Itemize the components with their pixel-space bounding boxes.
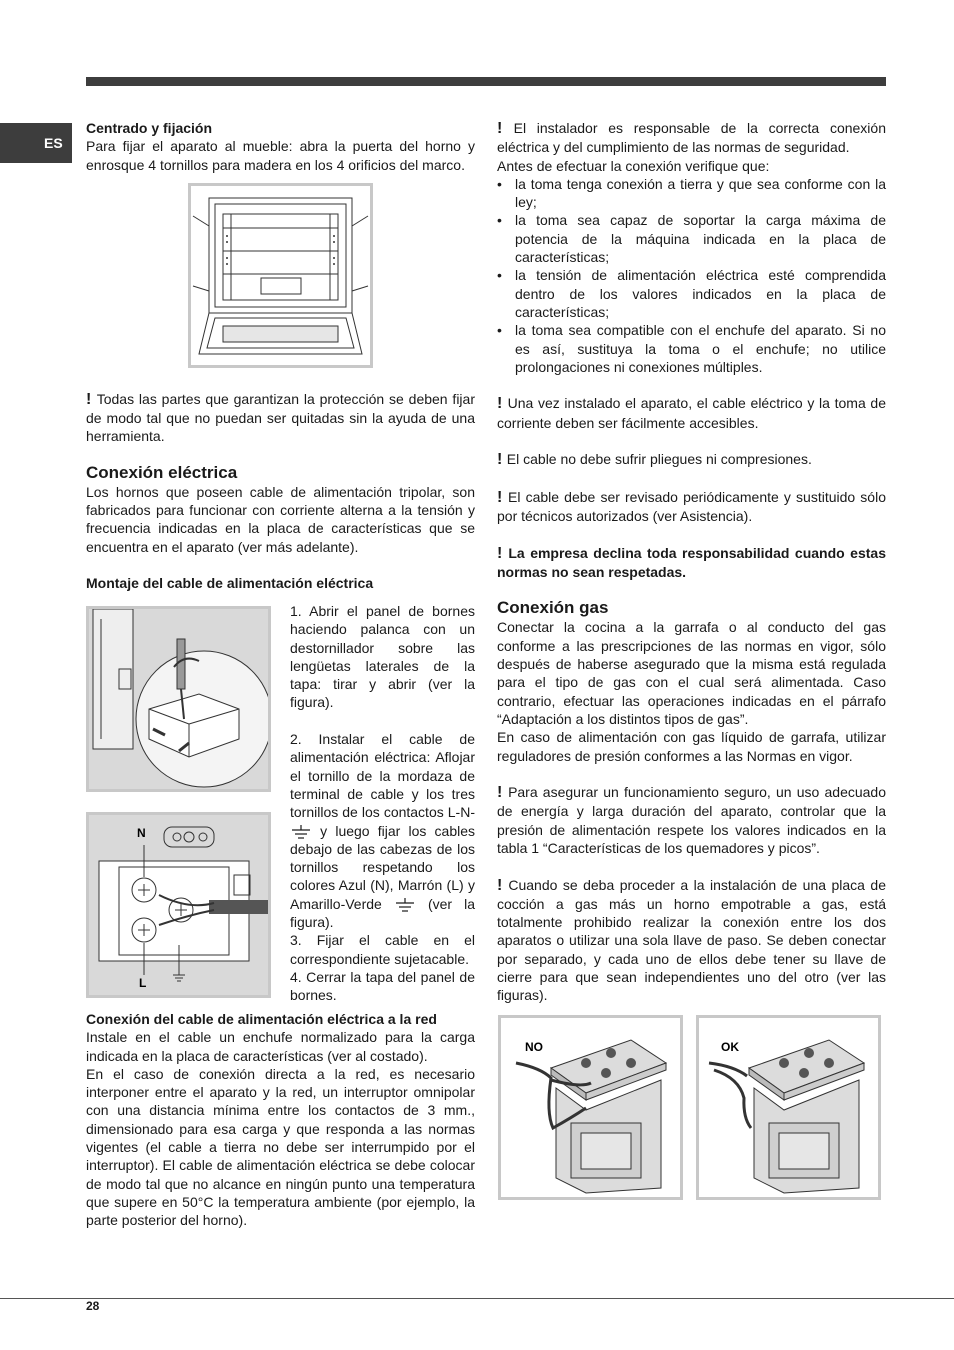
conexion-electrica-title: Conexión eléctrica xyxy=(86,462,238,482)
gas-figure-ok xyxy=(696,1015,881,1200)
gas-title: Conexión gas xyxy=(497,598,609,618)
gas-correct-drawing xyxy=(699,1018,878,1197)
red-text-1: Instale en el cable un enchufe normalizado para la carga indicada en la placa de características (ver al costado). xyxy=(86,1029,475,1064)
warning-icon: ! xyxy=(497,876,509,894)
step-2: 2. Instalar el cable de alimentación eléctrica: Aflojar el tornillo de la mordaza de terminal de cable y los tres tornillos de los contactos L-N- y luego fijar los cables debajo de las cabezas de los tornillos respetando los colores Azul (N), Marrón (L) y Amarillo-Verde (ver la figura). xyxy=(290,731,476,931)
bottom-rule xyxy=(0,1298,954,1299)
list-item: • la toma sea capaz de soportar la carga máxima de potencia de la máquina indicada en la placa de características; xyxy=(497,211,886,266)
warning-icon: ! xyxy=(497,451,507,469)
step-1: 1. Abrir el panel de bornes haciendo palanca con un destornillador sobre las lengüetas laterales de la tapa: tirar y abrir (ver la figura). xyxy=(290,603,475,711)
accesibles-note: ! Una vez instalado el aparato, el cable eléctrico y la toma de corriente deben ser fácilmente accesibles. xyxy=(497,395,886,431)
gas-figure-no xyxy=(498,1015,683,1200)
list-item: • la toma tenga conexión a tierra y que sea conforme con la ley; xyxy=(497,175,886,212)
wiring-steps xyxy=(290,602,475,1005)
screwdriver-drawing xyxy=(89,609,268,789)
gas-text-2: En caso de alimentación con gas líquido de garrafa, utilizar reguladores de presión conformes a las Normas en vigor. xyxy=(497,729,886,764)
fig-label-l: L xyxy=(139,976,147,990)
language-tab: ES xyxy=(0,123,72,163)
centrado-text: Para fijar el aparato al mueble: abra la puerta del horno y enrosque 4 tornillos para madera en los 4 orificios del marco. xyxy=(86,138,475,173)
conexion-electrica-text: Los hornos que poseen cable de alimentación tripolar, son fabricados para funcionar con corriente alterna a la tensión y frecuencia indicadas en la placa de características que se encuentra en el aparato (ver más adelante). xyxy=(86,483,475,555)
right-column xyxy=(497,119,886,1005)
fig-label-n: N xyxy=(137,826,146,840)
oven-drawing xyxy=(191,186,370,365)
warning-icon: ! xyxy=(497,784,509,802)
centrado-title: Centrado y fijación xyxy=(86,120,213,136)
warning-icon: ! xyxy=(497,395,508,413)
revisado-note: ! El cable debe ser revisado periódicamente y sustituido sólo por técnicos autorizados (ver Asistencia). xyxy=(497,488,886,525)
fig-label-no: NO xyxy=(525,1040,543,1054)
pliegues-note: ! El cable no debe sufrir pliegues ni compresiones. xyxy=(497,451,812,469)
empresa-note: ! La empresa declina toda responsabilidad cuando estas normas no sean respetadas. xyxy=(497,544,886,581)
instalador-note: ! El instalador es responsable de la correcta conexión eléctrica y del cumplimiento de las normas de seguridad. xyxy=(497,120,886,156)
gas-text-1: Conectar la cocina a la garrafa o al conducto del gas conforme a las prescripciones de las normas en vigor, sólo después de haberse asegurado que la misma está regulada para el tipo de gas con el cual será alimentada. Caso contrario, efectuar las operaciones indicadas en el párrafo “Adaptación a los distintos tipos de gas”. xyxy=(497,619,886,727)
terminal-box-opening-figure xyxy=(86,606,271,792)
warning-icon: ! xyxy=(497,544,509,562)
placa-note: ! Cuando se deba proceder a la instalación de una placa de cocción a gas más un horno empotrable a gas, está totalmente prohibido realizar la conexión entre los dos aparatos o utilizar una sola llave de paso. Se deben conectar por separado, y cada uno de ellos debe tener su llave de cierre para que sean independientes uno del otro (ver las figuras). xyxy=(497,876,886,1004)
requirements-list xyxy=(497,175,886,376)
red-text-2: En el caso de conexión directa a la red, es necesario interponer entre el aparato y la red, un interruptor omnipolar con una distancia mínima entre los contactos de 3 mm., dimensionado para esa carga y que responda a las normas vigentes (el cable a tierra no debe ser interrumpido por el interruptor). El cable de alimentación eléctrica se debe colocar de modo tal que no alcance en ningún punto una temperatura que supere en 50°C la temperatura ambiente (por ejemplo, la parte posterior del horno). xyxy=(86,1065,475,1229)
red-title: Conexión del cable de alimentación eléctrica a la red xyxy=(86,1011,437,1027)
seguro-note: ! Para asegurar un funcionamiento seguro, un uso adecuado de energía y larga duración del aparato, controlar que la presión de alimentación respete los valores indicados en la tabla 1 “Características de los quemadores y picos”. xyxy=(497,784,886,856)
red-section xyxy=(86,1010,475,1230)
warning-icon: ! xyxy=(497,488,509,506)
terminal-wiring-figure xyxy=(86,812,271,998)
antes-text: Antes de efectuar la conexión verifique que: xyxy=(497,157,770,174)
warning-icon: ! xyxy=(497,120,514,137)
step-3: 3. Fijar el cable en el correspondiente sujetacable. xyxy=(290,932,475,967)
list-item: • la toma sea compatible con el enchufe del aparato. Si no es así, sustituya la toma o el enchufe; no utilice prolongaciones ni conexiones múltiples. xyxy=(497,321,886,376)
oven-fixing-figure xyxy=(188,183,373,368)
gas-wrong-drawing xyxy=(501,1018,680,1197)
ground-icon xyxy=(394,898,416,912)
partes-note: ! Todas las partes que garantizan la protección se deben fijar de modo tal que no puedan ser quitadas sin la ayuda de una herramienta. xyxy=(86,390,475,445)
list-item: • la tensión de alimentación eléctrica esté comprendida dentro de los valores indicados en la placa de características; xyxy=(497,266,886,321)
step-4: 4. Cerrar la tapa del panel de bornes. xyxy=(290,968,475,1004)
wiring-drawing xyxy=(89,815,268,995)
top-rule xyxy=(86,77,886,86)
warning-icon: ! xyxy=(86,390,97,408)
montaje-title: Montaje del cable de alimentación eléctrica xyxy=(86,575,374,592)
ground-icon xyxy=(290,825,312,839)
page-number: 28 xyxy=(86,1299,100,1313)
fig-label-ok: OK xyxy=(721,1040,739,1054)
